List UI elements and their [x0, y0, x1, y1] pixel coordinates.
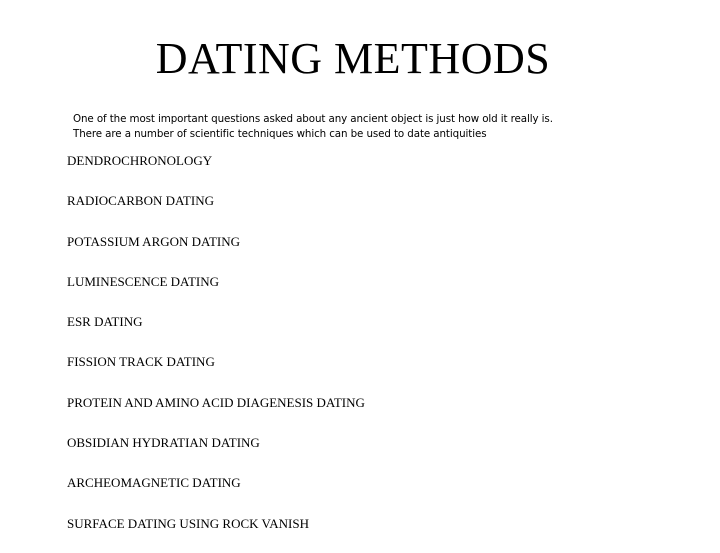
method-esr-dating: ESR DATING [67, 314, 143, 330]
method-potassium-argon-dating: POTASSIUM ARGON DATING [67, 233, 241, 249]
intro-line: One of the most important questions asked about any ancient object is just how old it really is. [73, 113, 553, 125]
intro-line: There are a number of scientific techniques which can be used to date antiquities [73, 128, 487, 140]
method-fission-track-dating: FISSION TRACK DATING [67, 354, 215, 370]
intro-paragraph [73, 112, 693, 142]
method-dendrochronology: DENDROCHRONOLOGY [67, 153, 213, 168]
method-obsidian-hydration-dating: OBSIDIAN HYDRATIAN DATING [67, 435, 260, 451]
method-luminescence-dating: LUMINESCENCE DATING [67, 273, 220, 289]
method-radiocarbon-dating: RADIOCARBON DATING [67, 193, 214, 209]
method-archeomagnetic-dating: ARCHEOMAGNETIC DATING [67, 475, 241, 491]
method-surface-dating: SURFACE DATING USING ROCK VANISH [67, 515, 309, 531]
slide-title: DATING METHODS [155, 34, 551, 83]
dating-methods-list [67, 150, 667, 553]
method-protein-amino-acid-dating: PROTEIN AND AMINO ACID DIAGENESIS DATING [67, 394, 365, 410]
